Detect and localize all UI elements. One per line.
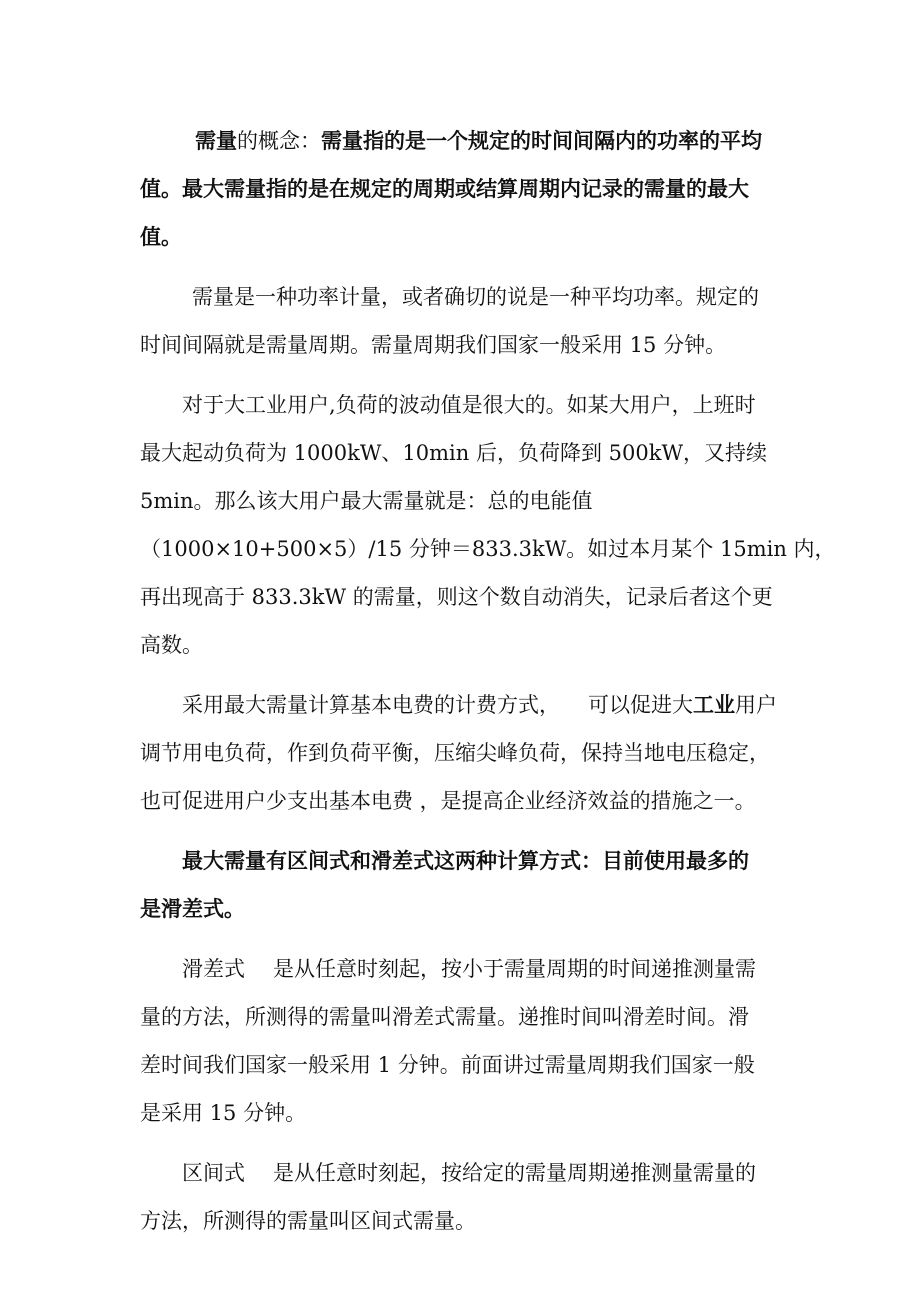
text-line: 也可促进用户少支出基本电费 ，是提高企业经济效益的措施之一。 [140, 789, 756, 813]
text-line: 时间间隔就是需量周期。需量周期我们国家一般采用 15 分钟。 [140, 333, 727, 357]
definition-line-3: 值。 [140, 224, 182, 249]
paragraph-calculation-methods [140, 837, 790, 933]
text-line: 是采用 15 分钟。 [140, 1101, 307, 1125]
text-line: 差时间我们国家一般采用 1 分钟。前面讲过需量周期我们国家一般 [140, 1053, 755, 1077]
text-line: 高数。 [140, 633, 203, 657]
definition-line-2: 值。最大需量指的是在规定的周期或结算周期内记录的需量的最大 [140, 176, 749, 201]
definition-text: 需量指的是一个规定的时间间隔内的功率的平均 [321, 128, 762, 153]
text-span: 是从任意时刻起，按小于需量周期的时间递推测量需 [273, 957, 756, 981]
text-span: 是从任意时刻起，按给定的需量周期递推测量需量的 [273, 1161, 756, 1185]
text-line: 最大需量有区间式和滑差式这两种计算方式：目前使用最多的 [182, 848, 749, 873]
text-line: 量的方法，所测得的需量叫滑差式需量。递推时间叫滑差时间。滑 [140, 1005, 749, 1029]
formula-line: （1000×10+500×5）/15 分钟＝833.3kW。如过本月某个 15min 内， [140, 537, 836, 561]
paragraph-interval-method [140, 1149, 790, 1245]
text-line: 调节用电负荷，作到负荷平衡，压缩尖峰负荷，保持当地电压稳定， [140, 741, 770, 765]
text-span: 用户 [735, 693, 777, 717]
concept-label: 的概念： [237, 129, 321, 153]
text-line: 方法，所测得的需量叫区间式需量。 [140, 1209, 476, 1233]
paragraph-industrial-example [140, 381, 836, 669]
text-line: 是滑差式。 [140, 896, 245, 921]
paragraph-power-metering [140, 273, 790, 369]
text-span: 可以促进大 [588, 693, 693, 717]
term-demand: 需量 [195, 128, 237, 153]
paragraph-billing-method [140, 681, 790, 825]
paragraph-sliding-method [140, 945, 790, 1137]
term-industry: 工业 [693, 692, 735, 717]
text-line: 再出现高于 833.3kW 的需量，则这个数自动消失，记录后者这个更 [140, 585, 773, 609]
text-line: 最大起动负荷为 1000kW、10min 后，负荷降到 500kW，又持续 [140, 441, 768, 465]
term-sliding: 滑差式 [182, 957, 245, 981]
text-line: 对于大工业用户,负荷的波动值是很大的。如某大用户，上班时 [182, 393, 756, 417]
text-line: 5min。那么该大用户最大需量就是：总的电能值 [140, 489, 593, 513]
paragraph-demand-concept [140, 117, 790, 261]
term-interval: 区间式 [182, 1161, 245, 1185]
text-line: 需量是一种功率计量，或者确切的说是一种平均功率。规定的 [192, 285, 759, 309]
text-span: 采用最大需量计算基本电费的计费方式， [182, 693, 560, 717]
document-page [140, 117, 836, 1245]
